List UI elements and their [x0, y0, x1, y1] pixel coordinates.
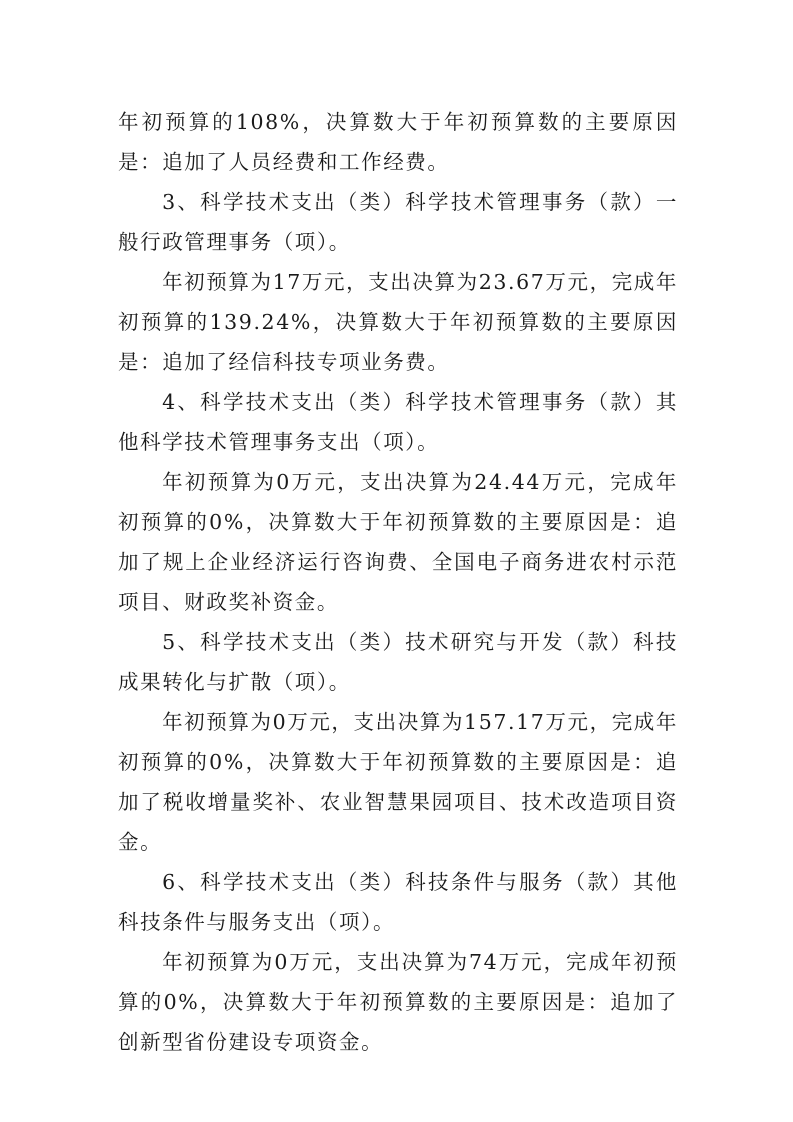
paragraph-body-6: 年初预算为0万元，支出决算为74万元，完成年初预算的0%，决算数大于年初预算数的主要原因是：追加了创新型省份建设专项资金。 [118, 950, 678, 1054]
section-heading-6: 6、科学技术支出（类）科技条件与服务（款）其他科技条件与服务支出（项）。 [118, 870, 678, 934]
paragraph-body-3: 年初预算为17万元，支出决算为23.67万元，完成年初预算的139.24%，决算数大于年初预算数的主要原因是：追加了经信科技专项业务费。 [118, 270, 678, 374]
section-heading-5: 5、科学技术支出（类）技术研究与开发（款）科技成果转化与扩散（项）。 [118, 630, 678, 694]
section-heading-4: 4、科学技术支出（类）科学技术管理事务（款）其他科学技术管理事务支出（项）。 [118, 390, 678, 454]
paragraph-body-5: 年初预算为0万元，支出决算为157.17万元，完成年初预算的0%，决算数大于年初预算数的主要原因是：追加了税收增量奖补、农业智慧果园项目、技术改造项目资金。 [118, 710, 678, 854]
document-body [118, 102, 678, 1062]
section-heading-3: 3、科学技术支出（类）科学技术管理事务（款）一般行政管理事务（项）。 [118, 190, 678, 254]
paragraph-continuation: 年初预算的108%，决算数大于年初预算数的主要原因是：追加了人员经费和工作经费。 [118, 110, 678, 174]
paragraph-body-4: 年初预算为0万元，支出决算为24.44万元，完成年初预算的0%，决算数大于年初预算数的主要原因是：追加了规上企业经济运行咨询费、全国电子商务进农村示范项目、财政奖补资金。 [118, 470, 678, 614]
